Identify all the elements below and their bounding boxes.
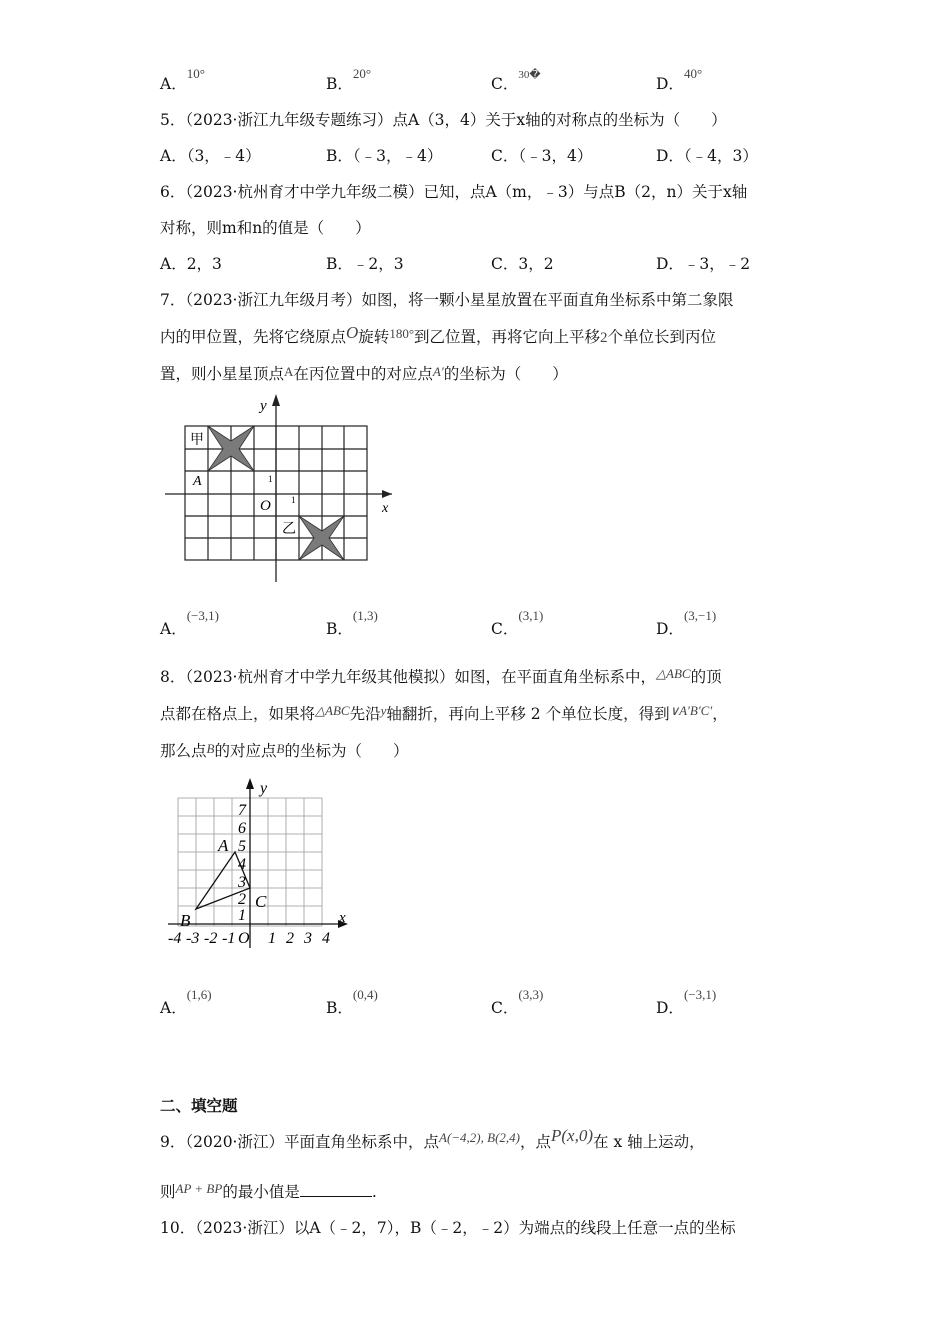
q7-option-a: A．$^{(-3,1)}$ (160, 608, 219, 638)
q5-option-a: A．（3，﹣4） (160, 147, 261, 165)
q7-x-label: x (382, 501, 389, 516)
q8-x-tick: 4 (322, 930, 330, 947)
q8-x-tick: 1 (268, 930, 276, 947)
q7-line2: 内的甲位置，先将它绕原点O旋转$^{180^\circ}$到乙位置，再将它向上平移2个单位长到丙位 (160, 323, 717, 346)
q6-option-b: B．﹣2，3 (326, 255, 404, 273)
q7-option-c: C．$^{(3,1)}$ (491, 608, 544, 638)
q4-option-d: D．$^{40^\circ}$ (656, 66, 703, 93)
q10-text: 10．（2023·浙江）以A（﹣2，7），B（﹣2，﹣2）为端点的线段上任意一点的坐标 (160, 1219, 736, 1237)
q7-y-arrow (272, 394, 280, 406)
q5-option-d: D．（﹣4，3） (656, 147, 758, 165)
q7-y-tick-1: 1 (268, 474, 273, 484)
q6-line1: 6．（2023·杭州育才中学九年级二模）已知，点A（m，﹣3）与点B（2，n）关于x轴 (160, 183, 748, 201)
q8-x-tick: O (238, 930, 250, 947)
q8-option-c: C．$^{(3,3)}$ (491, 987, 544, 1017)
q8-x-tick: 2 (286, 930, 294, 947)
q8-y-tick: 6 (238, 820, 246, 837)
q6-line2: 对称，则m和n的值是（ ） (160, 219, 371, 237)
q8-y-tick: 2 (238, 891, 246, 908)
q4-option-b: B．$^{20^\circ}$ (326, 66, 372, 93)
q8-y-tick: 4 (238, 856, 246, 873)
q7-y-label: y (260, 398, 267, 414)
q6-option-a: A．2，3 (160, 255, 222, 273)
q8-axes (168, 782, 345, 948)
q6-option-d: D．﹣3，﹣2 (656, 255, 751, 273)
q8-B-label: B (180, 911, 191, 930)
q8-line3: 那么点B的对应点B的坐标为（ ） (160, 741, 409, 760)
q7-x-arrow (382, 490, 392, 498)
q7-option-b: B．$^{(1,3)}$ (326, 608, 378, 638)
q6-option-c: C．3，2 (491, 255, 554, 273)
q8-y-label: y (260, 780, 268, 797)
q7-jia-label: 甲 (190, 433, 204, 448)
section-heading-fill-blank: 二、填空题 (160, 1096, 238, 1115)
q9-line2: 则$^{AP + BP}$的最小值是 . (160, 1181, 377, 1201)
q8-x-tick: -3 (186, 930, 200, 947)
q8-line1: 8．（2023·杭州育才中学九年级其他模拟）如图，在平面直角坐标系中，$^{\triangle ABC}$的顶 (160, 666, 722, 686)
q8-y-tick: 7 (238, 802, 246, 819)
q5-option-b: B．（﹣3，﹣4） (326, 147, 443, 165)
q7-line3: 置，则小星星顶点A在丙位置中的对应点A′的坐标为（ ） (160, 364, 568, 383)
q9-answer-blank[interactable] (300, 1182, 372, 1197)
q8-y-tick: 1 (238, 907, 246, 924)
q8-y-arrow (246, 778, 254, 789)
q8-y-tick: 3 (238, 874, 246, 891)
q8-option-d: D．$^{(-3,1)}$ (656, 987, 717, 1017)
q8-line2: 点都在格点上，如果将$^{\triangle ABC}$先沿$^y$轴翻折，再向上平移 2 个单位长度，得到$^{\vee A'B'C'}$， (160, 703, 728, 723)
q7-A-label: A (193, 474, 202, 489)
q5-text: 5．（2023·浙江九年级专题练习）点A（3，4）关于x轴的对称点的坐标为（ ） (160, 111, 727, 129)
q8-option-b: B．$^{(0,4)}$ (326, 987, 378, 1017)
q8-option-a: A．$^{(1,6)}$ (160, 987, 212, 1017)
q8-A-label: A (218, 836, 229, 855)
q8-x-tick: 3 (304, 930, 312, 947)
q8-x-tick: -2 (204, 930, 218, 947)
q7-x-tick-1: 1 (291, 495, 296, 505)
q4-option-a: A．$^{10^\circ}$ (160, 66, 205, 93)
q8-x-tick: -4 (168, 930, 182, 947)
q8-figure (160, 776, 360, 951)
q5-option-c: C．（﹣3，4） (491, 147, 593, 165)
q8-C-label: C (255, 892, 267, 911)
q8-y-tick: 5 (238, 838, 246, 855)
q7-yi-label: 乙 (282, 522, 296, 537)
q7-option-d: D．$^{(3,-1)}$ (656, 608, 717, 638)
q7-figure (160, 392, 405, 587)
q9-line1: 9．（2020·浙江）平面直角坐标系中，点$^{A(-4,2), B(2,4)}$，点P(x,0)在 x 轴上运动， (160, 1126, 705, 1151)
q7-origin-label: O (260, 498, 271, 514)
q8-x-tick: -1 (222, 930, 236, 947)
q7-axes (165, 400, 392, 582)
q4-option-c: C．$^{30�}$ (491, 69, 541, 93)
q8-x-label: x (339, 910, 346, 926)
q7-line1: 7．（2023·浙江九年级月考）如图，将一颗小星星放置在平面直角坐标系中第二象限 (160, 291, 734, 309)
